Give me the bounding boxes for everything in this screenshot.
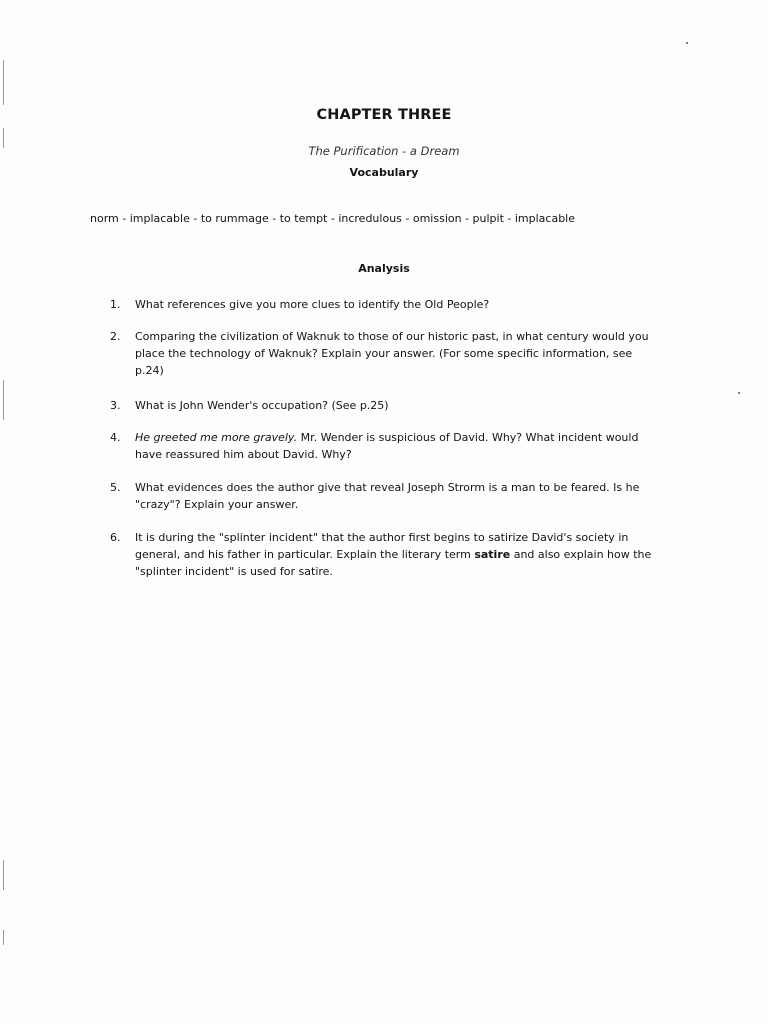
bold-term: satire	[474, 548, 511, 561]
quoted-passage: He greeted me more gravely.	[135, 431, 298, 444]
question-3	[110, 397, 670, 414]
question-number: 5.	[110, 481, 121, 494]
question-4	[110, 429, 670, 463]
question-number: 2.	[110, 330, 121, 343]
question-text	[135, 429, 670, 463]
question-text-part: and also explain how the	[510, 548, 652, 561]
question-text-part: general, and his father in particular. Explain the literary term	[135, 548, 475, 561]
question-text-line: Comparing the civilization of Waknuk to those of our historic past, in what century would you	[135, 330, 649, 343]
question-text: What references give you more clues to identify the Old People?	[135, 298, 490, 311]
scan-edge-mark	[3, 860, 4, 890]
question-text-line: "splinter incident" is used for satire.	[135, 565, 333, 578]
question-text-line	[135, 546, 670, 563]
scan-edge-mark	[3, 380, 4, 420]
vocabulary-heading: Vocabulary	[349, 166, 419, 179]
question-text-line: What evidences does the author give that reveal Joseph Strorm is a man to be feared. Is he	[135, 481, 640, 494]
question-number: 3.	[110, 399, 121, 412]
question-text-line: It is during the "splinter incident" that the author first begins to satirize David's society in	[135, 531, 629, 544]
scan-speck	[686, 42, 688, 44]
question-text-line	[135, 429, 670, 446]
question-text-rest: Mr. Wender is suspicious of David. Why? What incident would	[297, 431, 639, 444]
question-text	[135, 328, 670, 379]
analysis-heading: Analysis	[358, 262, 410, 275]
question-5	[110, 479, 670, 513]
question-number: 1.	[110, 298, 121, 311]
question-number: 6.	[110, 531, 121, 544]
question-number: 4.	[110, 431, 121, 444]
question-text-line: place the technology of Waknuk? Explain your answer. (For some specific information, see	[135, 347, 633, 360]
question-2	[110, 328, 670, 379]
question-text	[135, 479, 670, 513]
chapter-title: CHAPTER THREE	[316, 107, 452, 123]
question-text-line: "crazy"? Explain your answer.	[135, 498, 299, 511]
question-1	[110, 296, 670, 313]
question-6	[110, 529, 670, 580]
chapter-subtitle: The Purification - a Dream	[308, 144, 460, 158]
vocabulary-terms: norm - implacable - to rummage - to tempt - incredulous - omission - pulpit - implacable	[90, 212, 576, 225]
question-text-line: have reassured him about David. Why?	[135, 448, 352, 461]
scan-speck	[738, 392, 740, 394]
question-text-line: p.24)	[135, 364, 164, 377]
question-text: What is John Wender's occupation? (See p.25)	[135, 399, 389, 412]
question-text	[135, 529, 670, 580]
scan-edge-mark	[3, 930, 4, 945]
scan-edge-mark	[3, 60, 4, 105]
